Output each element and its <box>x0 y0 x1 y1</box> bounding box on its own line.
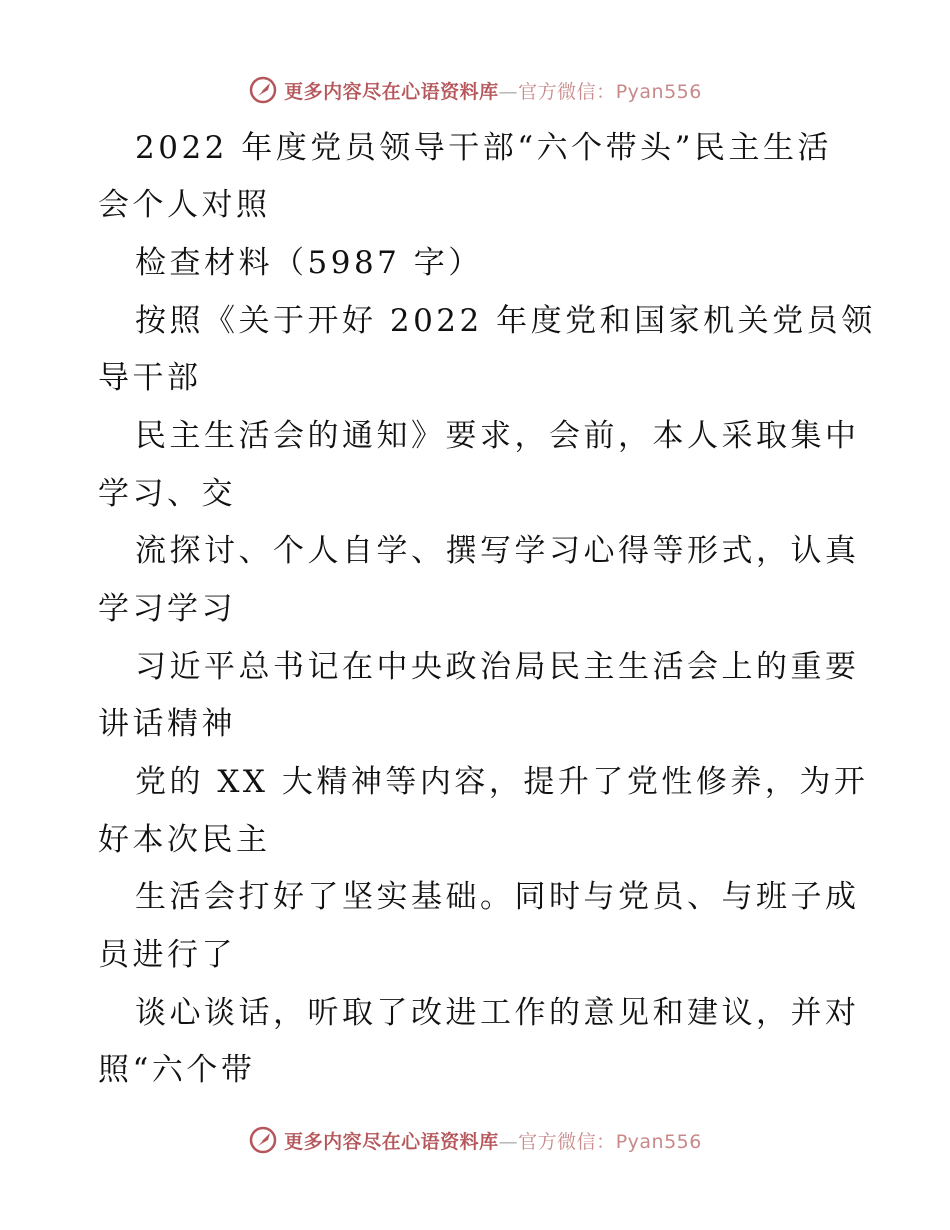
text-line: 2022 年度党员领导干部“六个带头”民主生活 <box>135 130 832 166</box>
banner-text <box>284 1127 702 1154</box>
text-line: 学习学习 <box>98 591 236 627</box>
quill-logo-icon <box>248 1125 278 1155</box>
text-line: 习近平总书记在中央政治局民主生活会上的重要 <box>135 649 860 685</box>
text-line: 检查材料（5987 字） <box>135 245 483 281</box>
banner-sub-text: 官方微信： <box>518 1130 616 1153</box>
banner-dash: — <box>498 80 519 103</box>
banner-wechat-id: Pyan556 <box>615 80 702 103</box>
banner-main-text: 更多内容尽在心语资料库 <box>284 1130 499 1153</box>
quill-logo-icon <box>248 75 278 105</box>
text-line: 流探讨、个人自学、撰写学习心得等形式，认真 <box>135 533 860 569</box>
footer-banner <box>0 1120 950 1160</box>
text-line: 会个人对照 <box>98 187 271 223</box>
banner-main-text: 更多内容尽在心语资料库 <box>284 80 499 103</box>
text-line: 好本次民主 <box>98 822 271 858</box>
banner-text <box>284 77 702 104</box>
banner-sub-text: 官方微信： <box>518 80 616 103</box>
text-line: 导干部 <box>98 360 202 396</box>
banner-wechat-id: Pyan556 <box>615 1130 702 1153</box>
text-line: 生活会打好了坚实基础。同时与党员、与班子成 <box>135 879 860 915</box>
banner-dash: — <box>498 1130 519 1153</box>
text-line: 民主生活会的通知》要求，会前，本人采取集中 <box>135 418 860 454</box>
text-line: 党的 XX 大精神等内容，提升了党性修养，为开 <box>135 764 869 800</box>
text-line: 员进行了 <box>98 937 236 973</box>
text-line: 照“六个带 <box>98 1052 256 1088</box>
text-line: 按照《关于开好 2022 年度党和国家机关党员领 <box>135 303 876 339</box>
text-line: 讲话精神 <box>98 706 236 742</box>
header-banner <box>0 70 950 110</box>
text-line: 谈心谈话，听取了改进工作的意见和建议，并对 <box>135 995 860 1031</box>
text-line: 学习、交 <box>98 476 236 512</box>
